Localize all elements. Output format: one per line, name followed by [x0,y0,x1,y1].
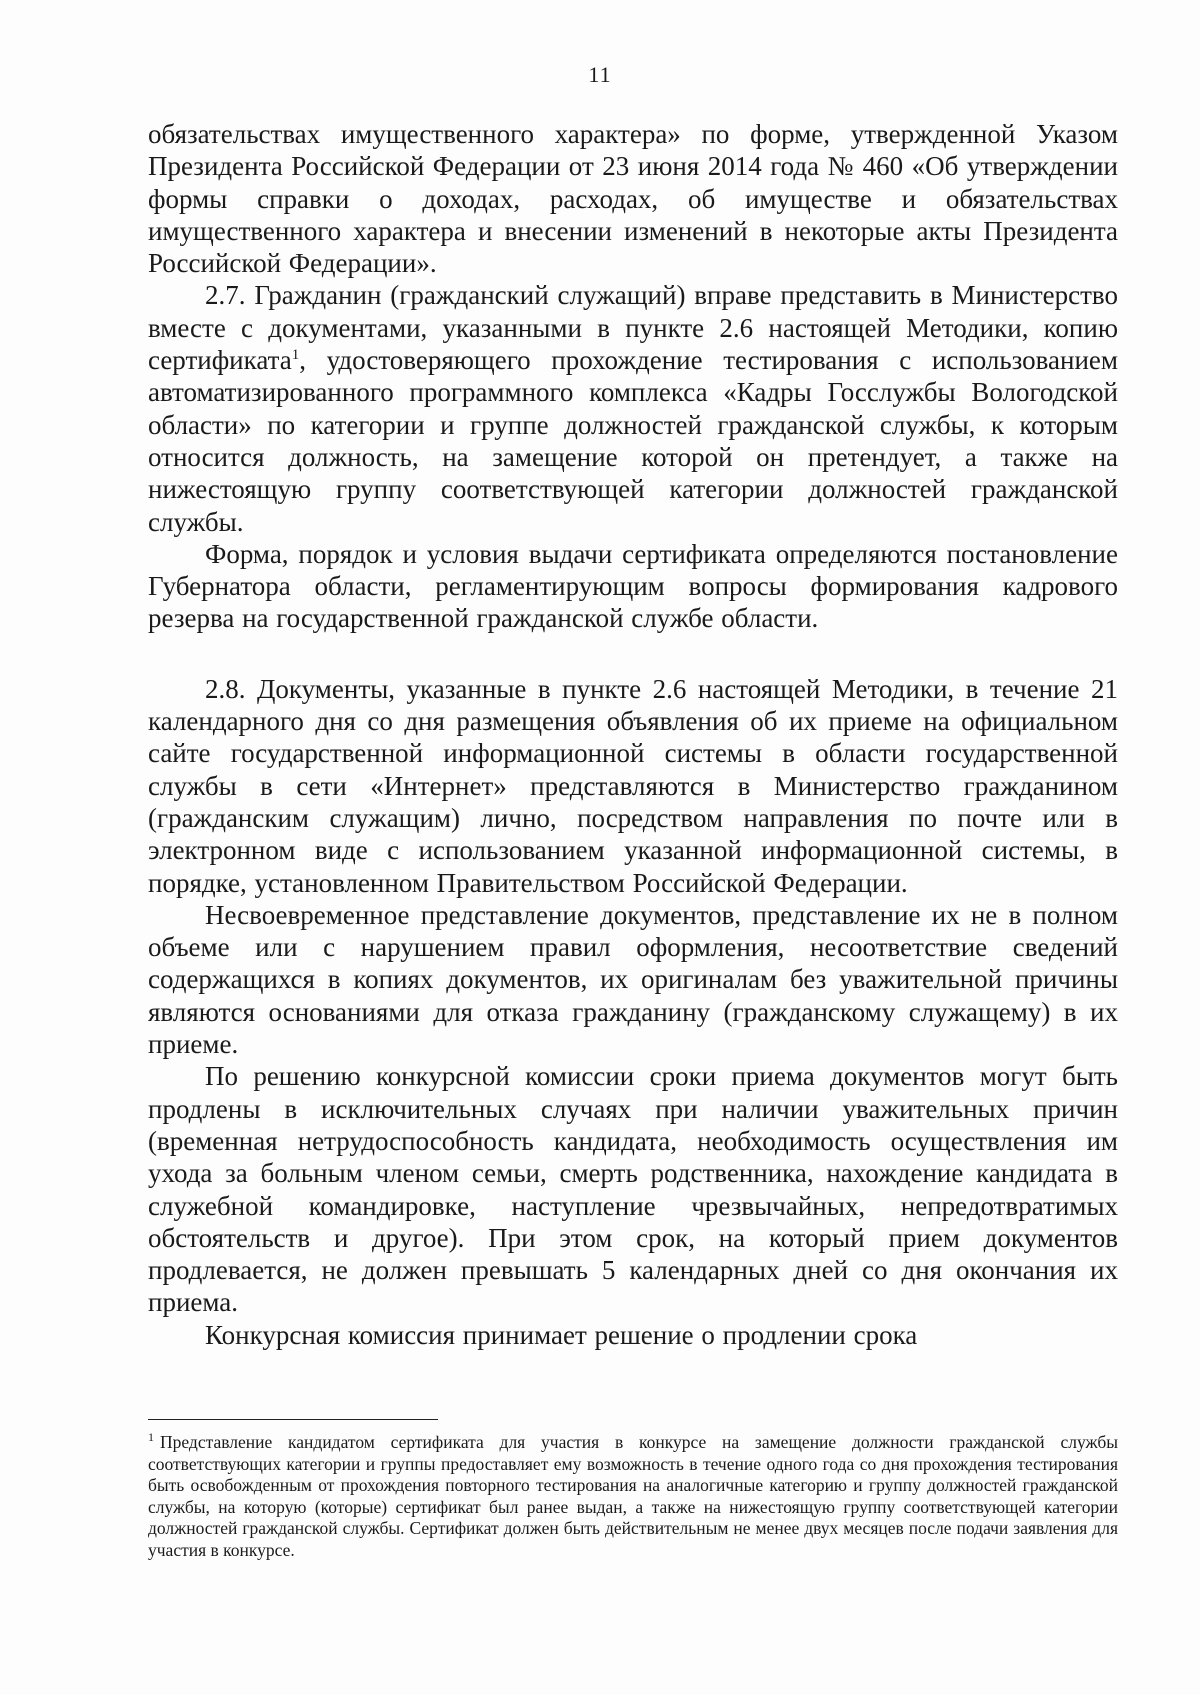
document-body [148,118,1118,1351]
paragraph-certificate-form: Форма, порядок и условия выдачи сертификата определяются постановление Губернатора области, регламентирующим вопросы формирования кадрового резерва на государственной гражданской службе области. [148,538,1118,634]
paragraph-2-7-text-start: 2.7. Гражданин (гражданский служащий) вправе представить в Министерство вместе с документами, указанными в пункте 2.6 настоящей Методики, копию сертификата [148,280,1118,376]
paragraph-extension: По решению конкурсной комиссии сроки приема документов могут быть продлены в исключительных случаях при наличии уважительных причин (временная нетрудоспособность кандидата, необходимость осуществления им ухода за больным членом семьи, смерть родственника, нахождение кандидата в служебной командировке, наступление чрезвычайных, непредотвратимых обстоятельств и другое). При этом срок, на который прием документов продлевается, не должен превышать 5 календарных дней со дня окончания их приема. [148,1061,1118,1318]
footnote-reference[interactable]: 1 [291,347,300,364]
page-number: 11 [588,62,612,87]
paragraph-continuation: обязательствах имущественного характера» по форме, утвержденной Указом Президента Российской Федерации от 23 июня 2014 года № 460 «Об утверждении формы справки о доходах, расходах, об имуществе и обязательствах имущественного характера и внесении изменений в некоторые акты Президента Российской Федерации». [148,119,1118,279]
footnote-divider [148,1419,438,1420]
footnote-text: Представление кандидатом сертификата для участия в конкурсе на замещение должности гражданской службы соответствующих категории и группы предоставляет ему возможность в течение одного года со дня прохождения тестирования быть освобожденным от прохождения повторного тестирования на аналогичные категорию и группу должностей гражданской службы, на которую (которые) сертификат был ранее выдан, а также на нижестоящую группу соответствующей категории должностей гражданской службы. Сертификат должен быть действительным не менее двух месяцев после подачи заявления для участия в конкурсе. [148,1432,1118,1560]
paragraph-2-7-text-end: , удостоверяющего прохождение тестирования с использованием автоматизированного программного комплекса «Кадры Госслужбы Вологодской области» по категории и группе должностей гражданской службы, к которым относится должность, на замещение которой он претендует, а также на нижестоящую группу соответствующей категории должностей гражданской службы. [148,345,1118,537]
footnote-mark: 1 [148,1430,154,1445]
paragraph-2-8: 2.8. Документы, указанные в пункте 2.6 настоящей Методики, в течение 21 календарного дня со дня размещения объявления об их приеме на официальном сайте государственной информационной системы в области государственной службы в сети «Интернет» представляются в Министерство гражданином (гражданским служащим) лично, посредством направления по почте или в электронном виде с использованием указанной информационной системы, в порядке, установленном Правительством Российской Федерации. [148,673,1118,898]
paragraph-commission-decision: Конкурсная комиссия принимает решение о продлении срока [205,1319,918,1350]
paragraph-late-submission: Несвоевременное представление документов, представление их не в полном объеме или с нарушением правил оформления, несоответствие сведений содержащихся в копиях документов, их оригиналам без уважительной причины являются основаниями для отказа гражданину (гражданскому служащему) в их приеме. [148,899,1118,1060]
footnote [148,1432,1118,1562]
paragraph-2-7 [148,279,1118,537]
